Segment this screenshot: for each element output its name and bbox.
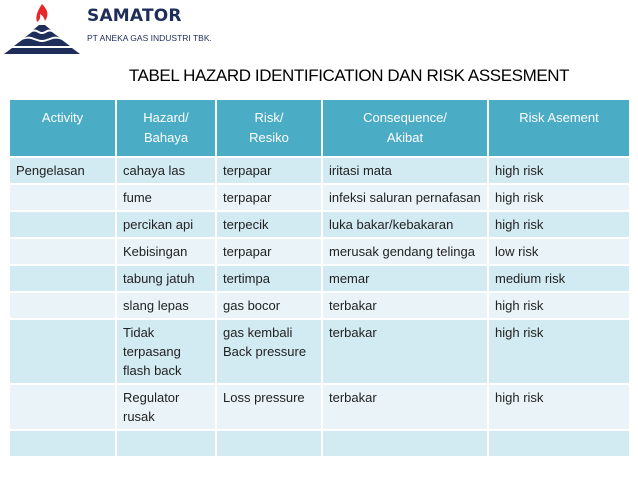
samator-logo bbox=[2, 2, 82, 58]
cell-hazard: fume bbox=[116, 184, 216, 211]
header-consequence: Consequence/ Akibat bbox=[322, 100, 488, 157]
cell-risk: terpapar bbox=[216, 157, 322, 184]
page-title: TABEL HAZARD IDENTIFICATION DAN RISK ASSESMENT bbox=[128, 66, 570, 85]
cell-risk: terpecik bbox=[216, 211, 322, 238]
cell-activity: Pengelasan bbox=[10, 157, 116, 184]
header-risk: Risk/ Resiko bbox=[216, 100, 322, 157]
header-risk-assessment: Risk Asement bbox=[488, 100, 629, 157]
cell-consequence: memar bbox=[322, 265, 488, 292]
table-row bbox=[10, 384, 629, 430]
header-hazard: Hazard/ Bahaya bbox=[116, 100, 216, 157]
cell-assessment: high risk bbox=[488, 184, 629, 211]
table-row bbox=[10, 211, 629, 238]
cell-hazard: tabung jatuh bbox=[116, 265, 216, 292]
cell-hazard: Kebisingan bbox=[116, 238, 216, 265]
cell-hazard: Regulator rusak bbox=[116, 384, 216, 430]
cell-activity bbox=[10, 184, 116, 211]
cell-hazard: cahaya las bbox=[116, 157, 216, 184]
cell-assessment: high risk bbox=[488, 157, 629, 184]
cell-hazard: percikan api bbox=[116, 211, 216, 238]
brand-subtitle: PT ANEKA GAS INDUSTRI TBK. bbox=[87, 33, 212, 43]
cell-consequence: iritasi mata bbox=[322, 157, 488, 184]
cell-risk: Loss pressure bbox=[216, 384, 322, 430]
table-row bbox=[10, 238, 629, 265]
cell-assessment: medium risk bbox=[488, 265, 629, 292]
cell-consequence: terbakar bbox=[322, 319, 488, 384]
cell-risk: gas kembali Back pressure bbox=[216, 319, 322, 384]
table-row bbox=[10, 184, 629, 211]
table-row bbox=[10, 265, 629, 292]
cell-risk: terpapar bbox=[216, 184, 322, 211]
flame-icon bbox=[36, 4, 47, 22]
cell-activity bbox=[10, 292, 116, 319]
cell-hazard: Tidak terpasang flash back bbox=[116, 319, 216, 384]
cell-consequence: merusak gendang telinga bbox=[322, 238, 488, 265]
cell-activity bbox=[10, 384, 116, 430]
cell-consequence: infeksi saluran pernafasan bbox=[322, 184, 488, 211]
brand-name: SAMATOR bbox=[87, 6, 182, 26]
cell-assessment: high risk bbox=[488, 319, 629, 384]
cell-risk: tertimpa bbox=[216, 265, 322, 292]
cell-assessment: high risk bbox=[488, 384, 629, 430]
cell-assessment: high risk bbox=[488, 292, 629, 319]
cell-assessment bbox=[488, 430, 629, 456]
table-row bbox=[10, 319, 629, 384]
cell-hazard: slang lepas bbox=[116, 292, 216, 319]
cell-consequence: terbakar bbox=[322, 292, 488, 319]
cell-assessment: high risk bbox=[488, 211, 629, 238]
cell-consequence bbox=[322, 430, 488, 456]
cell-activity bbox=[10, 265, 116, 292]
cell-activity bbox=[10, 211, 116, 238]
cell-activity bbox=[10, 430, 116, 456]
cell-risk: terpapar bbox=[216, 238, 322, 265]
cell-risk bbox=[216, 430, 322, 456]
brand-block bbox=[87, 6, 212, 43]
cell-consequence: luka bakar/kebakaran bbox=[322, 211, 488, 238]
cell-activity bbox=[10, 238, 116, 265]
cell-consequence: terbakar bbox=[322, 384, 488, 430]
risk-table bbox=[10, 100, 629, 456]
table-row bbox=[10, 157, 629, 184]
table-header-row bbox=[10, 100, 629, 157]
cell-assessment: low risk bbox=[488, 238, 629, 265]
cell-risk: gas bocor bbox=[216, 292, 322, 319]
table-row bbox=[10, 292, 629, 319]
header-activity: Activity bbox=[10, 100, 116, 157]
table-row bbox=[10, 430, 629, 456]
cell-activity bbox=[10, 319, 116, 384]
cell-hazard bbox=[116, 430, 216, 456]
